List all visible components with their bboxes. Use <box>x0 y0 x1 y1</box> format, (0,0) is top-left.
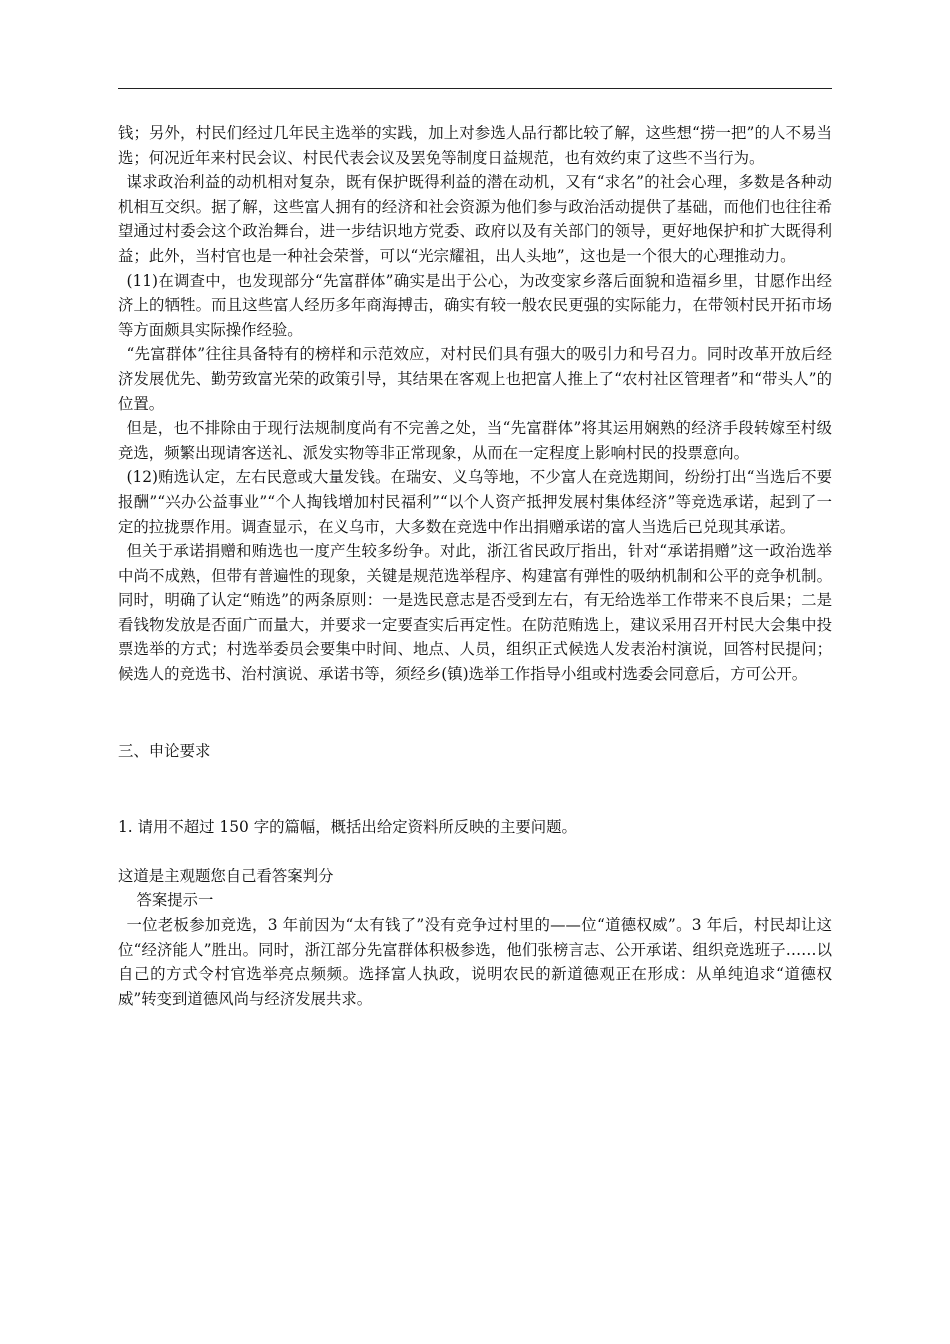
answer-hint-label: 答案提示一 <box>136 891 214 910</box>
answer-note: 这道是主观题您自己看答案判分 <box>118 866 334 885</box>
spacer <box>118 687 832 739</box>
paragraph-regulation-gap: 但是，也不排除由于现行法规制度尚有不完善之处，当“先富群体”将其运用娴熟的经济手段转嫁至村级竞选，频繁出现请客送礼、派发实物等非正常现象，从而在一定程度上影响村民的投票意向。 <box>118 419 832 462</box>
spacer <box>118 763 832 815</box>
paragraph-role-model: “先富群体”往往具备特有的榜样和示范效应，对村民们具有强大的吸引力和号召力。同时改革开放后经济发展优先、勤劳致富光荣的政策引导，其结果在客观上也把富人推上了“农村社区管理者”和“带头人”的位置。 <box>118 345 832 413</box>
answer-hint-text: 一位老板参加竞选，3 年前因为“太有钱了”没有竞争过村里的——位“道德权威”。3 年后，村民却让这位“经济能人”胜出。同时，浙江部分先富群体积极参选，他们张榜言志、公开承诺、组织竞选班子……以自己的方式令村官选举亮点频频。选择富人执政，说明农民的新道德观正在形成：从单纯追求“道德权威”转变到道德风尚与经济发展共求。 <box>118 916 832 1008</box>
question-text: 1. 请用不超过 150 字的篇幅，概括出给定资料所反映的主要问题。 <box>118 818 577 837</box>
section-title: 三、申论要求 <box>118 741 211 760</box>
paragraph-11: (11)在调查中，也发现部分“先富群体”确实是出于公心，为改变家乡落后面貌和造福乡里，甘愿作出经济上的牺牲。而且这些富人经历多年商海搏击，确实有较一般农民更强的实际能力，在带领村民开拓市场等方面颇具实际操作经验。 <box>118 271 832 339</box>
paragraph-12: (12)贿选认定，左右民意或大量发钱。在瑞安、义乌等地，不少富人在竞选期间，纷纷打出“当选后不要报酬”“兴办公益事业”“个人掏钱增加村民福利”“以个人资产抵押发展村集体经济”等竞选承诺，起到了一定的拉拢票作用。调查显示，在义乌市，大多数在竞选中作出捐赠承诺的富人当选后已兑现其承诺。 <box>118 468 832 536</box>
paragraph-political-motive: 谋求政治利益的动机相对复杂，既有保护既得利益的潜在动机，又有“求名”的社会心理，多数是各种动机相互交织。据了解，这些富人拥有的经济和社会资源为他们参与政治活动提供了基础，而他们也往往希望通过村委会这个政治舞台，进一步结识地方党委、政府以及有关部门的领导，更好地保护和扩大既得利益；此外，当村官也是一种社会荣誉，可以“光宗耀祖，出人头地”，这也是一个很大的心理推动力。 <box>118 173 832 265</box>
paragraph-bribery-rules: 但关于承诺捐赠和贿选也一度产生较多纷争。对此，浙江省民政厅指出，针对“承诺捐赠”这一政治选举中尚不成熟，但带有普遍性的现象，关键是规范选举程序、构建富有弹性的吸纳机制和公平的竞争机制。同时，明确了认定“贿选”的两条原则：一是选民意志是否受到左右，有无给选举工作带来不良后果；二是看钱物发放是否面广而量大，并要求一定要查实后再定性。在防范贿选上，建议采用召开村民大会集中投票选举的方式；村选举委员会要集中时间、地点、人员，组织正式候选人发表治村演说，回答村民提问；候选人的竞选书、治村演说、承诺书等，须经乡(镇)选举工作指导小组或村选委会同意后，方可公开。 <box>118 542 832 684</box>
paragraph-continuation: 钱；另外，村民们经过几年民主选举的实践，加上对参选人品行都比较了解，这些想“捞一把”的人不易当选；何况近年来村民会议、村民代表会议及罢免等制度日益规范，也有效约束了这些不当行为。 <box>118 124 832 167</box>
document-body <box>118 121 832 1011</box>
spacer <box>118 840 832 864</box>
header-rule <box>118 88 832 89</box>
